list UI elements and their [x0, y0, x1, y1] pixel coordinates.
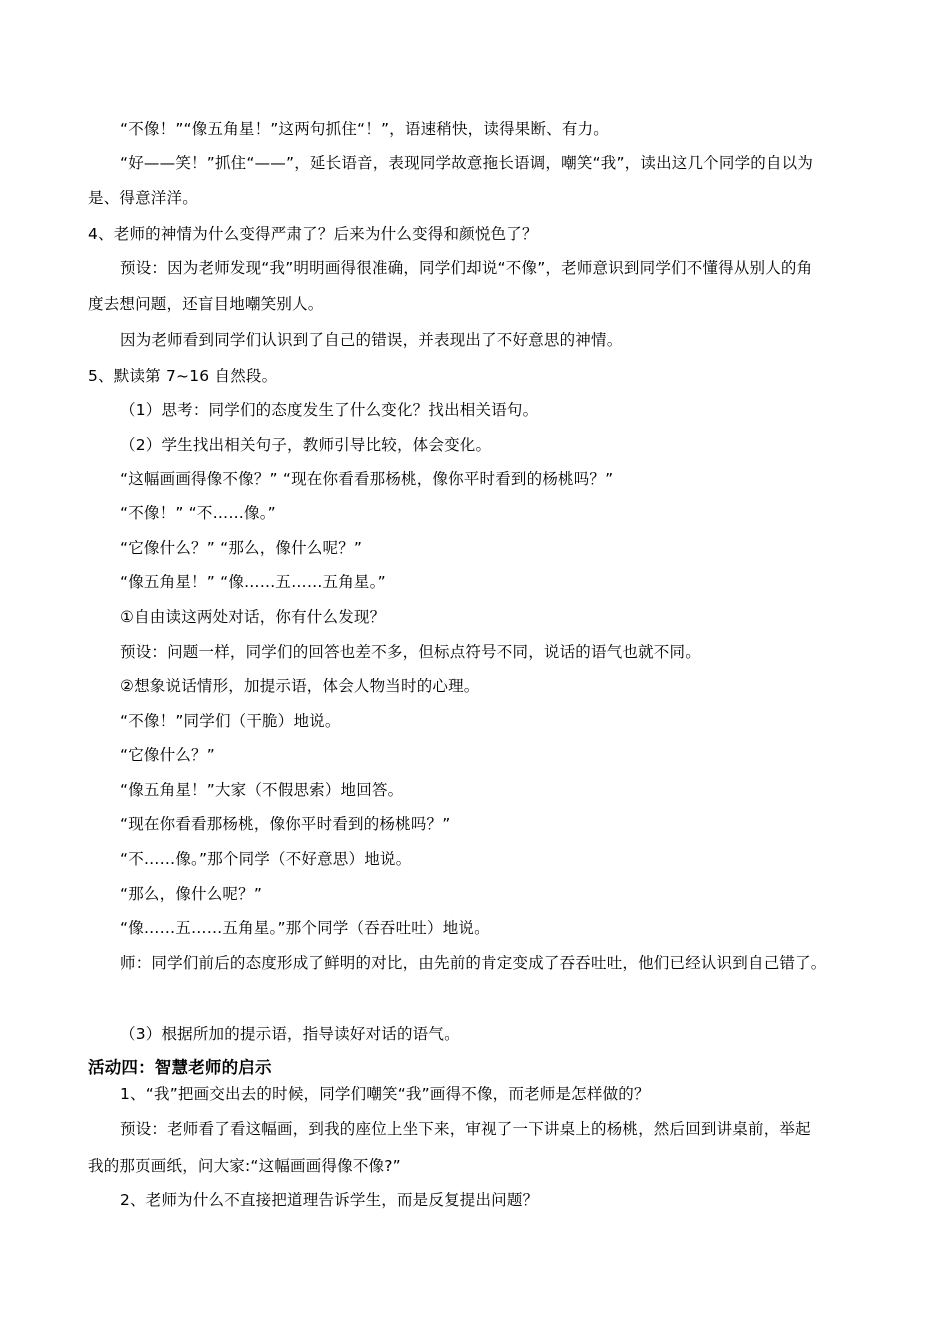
paragraph-line: “好——笑！”抓住“——”，延长语音，表现同学故意拖长语调，嘲笑“我”，读出这几个同学的自以为 [120, 154, 814, 172]
paragraph-line: 度去想问题，还盲目地嘲笑别人。 [88, 295, 324, 313]
paragraph-line: 预设：老师看了看这幅画，到我的座位上坐下来，审视了一下讲桌上的杨桃，然后回到讲桌前，举起 [120, 1120, 811, 1138]
dialogue-line: “那么，像什么呢？” [120, 885, 263, 903]
dialogue-line: “它像什么？” “那么，像什么呢？” [120, 539, 363, 557]
dialogue-line: “它像什么？” [120, 746, 215, 764]
paragraph-line: ①自由读这两处对话，你有什么发现？ [120, 608, 386, 626]
dialogue-line: “不像！” “不……像。” [120, 504, 276, 522]
paragraph-line: 我的那页画纸，问大家:“这幅画画得像不像?” [88, 1157, 401, 1175]
paragraph-line: 预设：因为老师发现“我”明明画得很准确，同学们却说“不像”，老师意识到同学们不懂得从别人的角 [120, 259, 813, 277]
question-2: 2、老师为什么不直接把道理告诉学生，而是反复提出问题？ [120, 1191, 539, 1209]
paragraph-line: 是、得意洋洋。 [88, 189, 198, 207]
paragraph-line: 因为老师看到同学们认识到了自己的错误，并表现出了不好意思的神情。 [120, 331, 623, 349]
question-1: 1、“我”把画交出去的时候，同学们嘲笑“我”画得不像，而老师是怎样做的？ [120, 1085, 650, 1103]
dialogue-line: “这幅画画得像不像？” “现在你看看那杨桃，像你平时看到的杨桃吗？” [120, 470, 614, 488]
paragraph-line: （2）学生找出相关句子，教师引导比较，体会变化。 [120, 436, 492, 454]
paragraph-line: （1）思考：同学们的态度发生了什么变化？找出相关语句。 [120, 401, 539, 419]
dialogue-line: “不……像。”那个同学（不好意思）地说。 [120, 850, 412, 868]
dialogue-line: “像五角星！” “像……五……五角星。” [120, 573, 386, 591]
paragraph-line: ②想象说话情形，加提示语，体会人物当时的心理。 [120, 677, 480, 695]
paragraph-line: （3）根据所加的提示语，指导读好对话的语气。 [120, 1025, 460, 1043]
paragraph-line: 预设：问题一样，同学们的回答也差不多，但标点符号不同，说话的语气也就不同。 [120, 643, 701, 661]
question-5: 5、默读第 7~16 自然段。 [88, 367, 278, 385]
section-heading: 活动四：智慧老师的启示 [88, 1058, 272, 1077]
paragraph-line: 师：同学们前后的态度形成了鲜明的对比，由先前的肯定变成了吞吞吐吐，他们已经认识到自己错了。 [120, 954, 827, 972]
dialogue-line: “像……五……五角星。”那个同学（吞吞吐吐）地说。 [120, 919, 490, 937]
dialogue-line: “不像！”同学们（干脆）地说。 [120, 712, 341, 730]
paragraph-line: “不像！”“像五角星！”这两句抓住“！”，语速稍快，读得果断、有力。 [120, 120, 609, 138]
dialogue-line: “现在你看看那杨桃，像你平时看到的杨桃吗？” [120, 815, 451, 833]
dialogue-line: “像五角星！”大家（不假思索）地回答。 [120, 781, 404, 799]
question-4: 4、老师的神情为什么变得严肃了？后来为什么变得和颜悦色了？ [88, 225, 538, 243]
